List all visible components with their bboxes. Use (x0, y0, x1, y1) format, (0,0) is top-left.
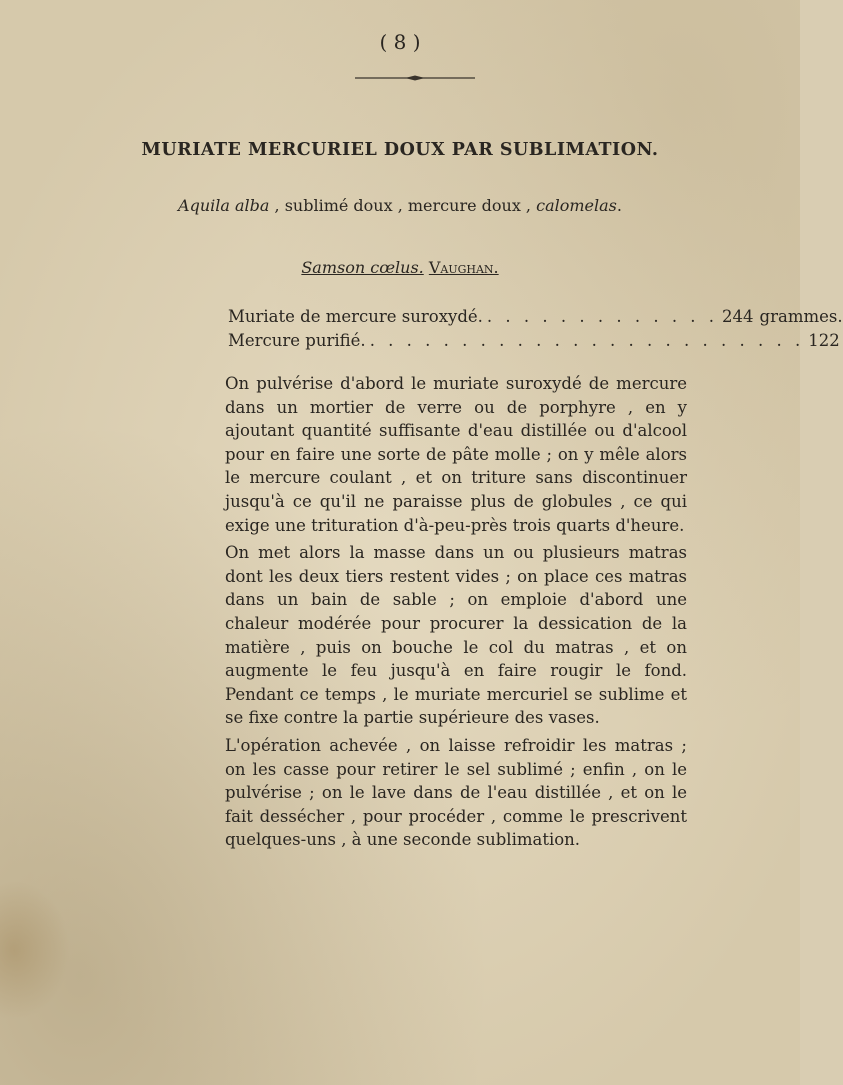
ingredient-leader: . . . . . . . . . . . . . . . . . . . . . . . . (369, 331, 805, 350)
paragraph: L'opération achevée , on laisse refroidir les matras ; on les casse pour retirer le sel sublimé ; enfin , on le pulvérise ; on le lave dans de l'eau distillée , et on le fait dessécher , pour procéder , comme le prescrivent quelques-uns , à une seconde sublimation. (225, 735, 687, 850)
author-surname: Vaughan. (428, 258, 499, 277)
synonym-end: . (616, 196, 622, 215)
ingredient-name: Muriate de mercure suroxydé. (228, 307, 483, 326)
section-title: MURIATE MERCURIEL DOUX PAR SUBLIMATION. (141, 140, 659, 160)
ingredient-row (228, 329, 840, 353)
ingredient-name: Mercure purifié. (228, 331, 366, 350)
ingredient-unit: grammes. (759, 307, 843, 326)
decorative-rule (355, 75, 475, 79)
ingredient-quantity: 122 (808, 331, 840, 350)
paragraph: On pulvérise d'abord le muriate suroxydé de mercure dans un mortier de verre ou de porphyre , en y ajoutant quantité suffisante d'eau distillée ou d'alcool pour en faire une sorte de pâte molle ; on y mêle alors le mercure coulant , et on triture sans discontinuer jusqu'à ce qu'il ne paraisse plus de globules , ce qui exige une trituration d'à-peu-près trois quarts d'heure. (225, 374, 687, 535)
author-line (0, 258, 800, 277)
synonym-list: , sublimé doux , mercure doux , (274, 196, 532, 215)
body-text (225, 372, 687, 852)
ingredients-list (228, 305, 843, 353)
synonym-latin: Aquila alba (178, 196, 270, 215)
ingredient-row (228, 305, 843, 329)
synonym-calomelas: calomelas (536, 196, 617, 215)
author-name: Samson cœlus. (301, 258, 424, 277)
page-number: ( 8 ) (379, 30, 421, 54)
ingredient-quantity: 244 (722, 307, 754, 326)
synonyms-line (0, 196, 800, 215)
paper-stain (0, 880, 70, 1020)
paragraph: On met alors la masse dans un ou plusieurs matras dont les deux tiers restent vides ; on place ces matras dans un bain de sable ; on emploie d'abord une chaleur modérée pour procurer la dessication de la matière , puis on bouche le col du matras , et on augmente le feu jusqu'à en faire rougir le fond. Pendant ce temps , le muriate mercuriel se sublime et se fixe contre la partie supérieure des vases. (225, 543, 687, 728)
ingredient-leader: . . . . . . . . . . . . . (486, 307, 719, 326)
